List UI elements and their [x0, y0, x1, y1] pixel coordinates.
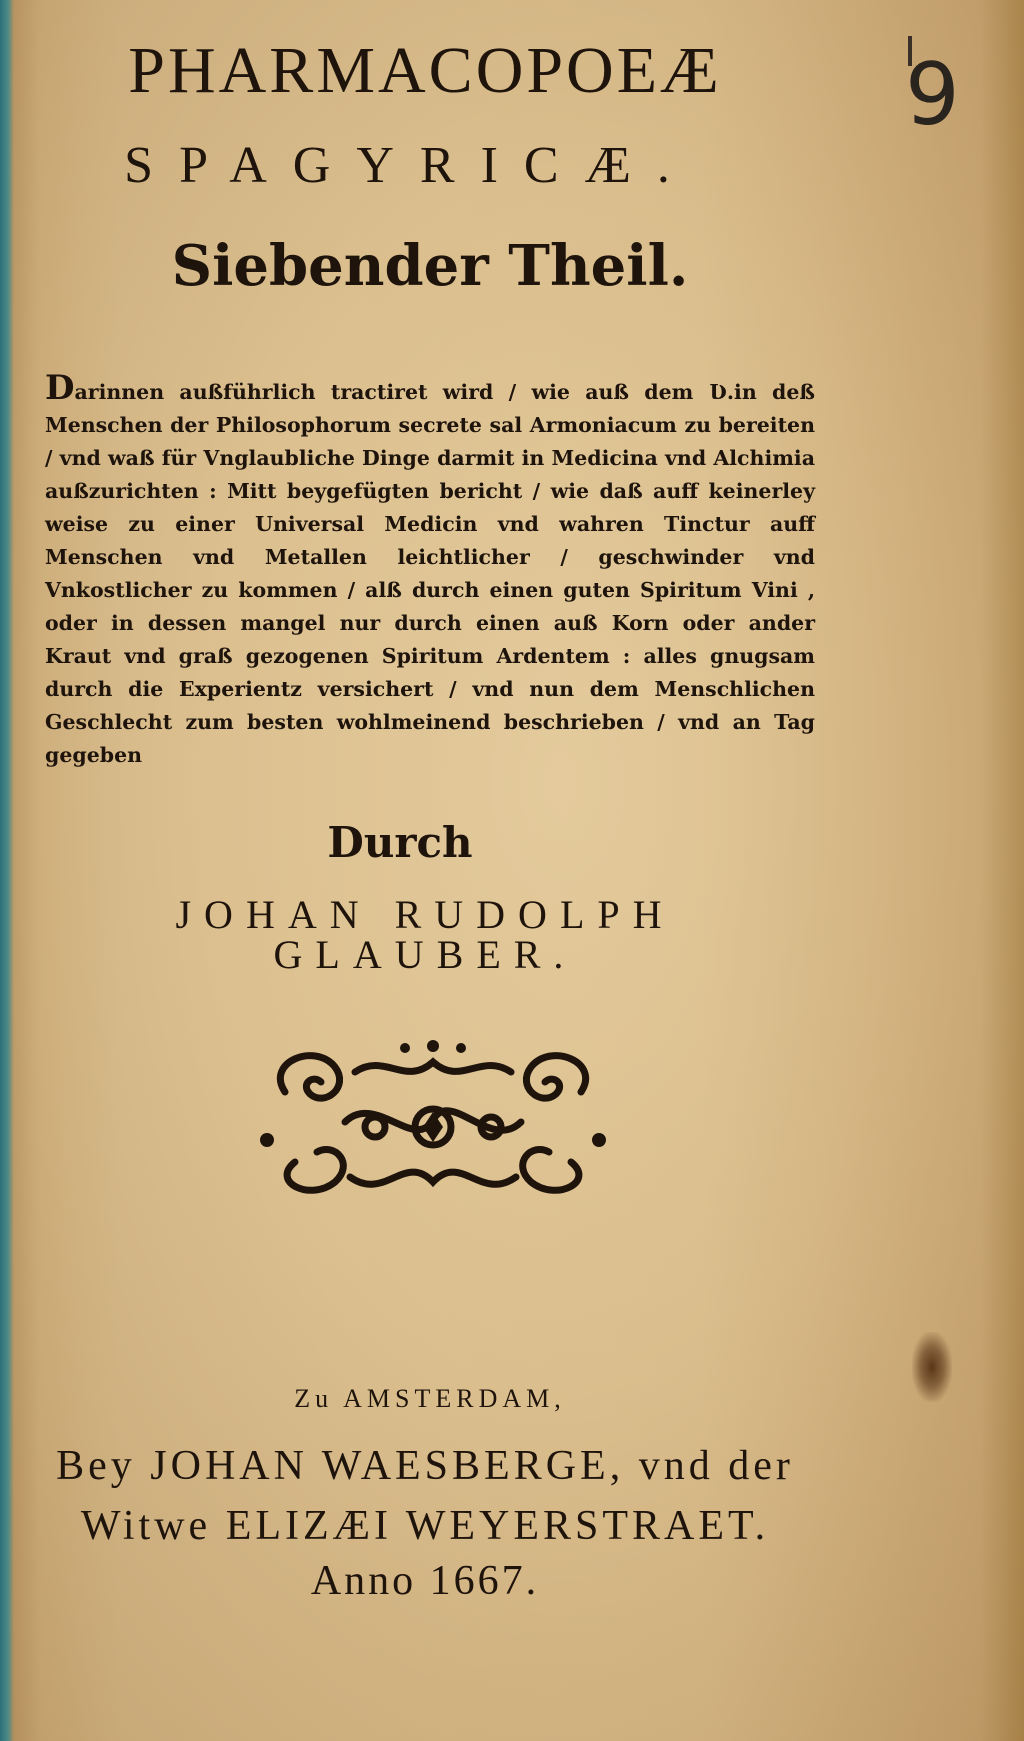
imprint-city: Zu AMSTERDAM,: [294, 1384, 566, 1413]
description-paragraph: Darinnen außführlich tractiret wird / wie auß dem Ʋ.in deß Menschen der Philosophorum secrete sal Armoniacum zu bereiten / vnd waß für Vnglaubliche Dinge darmit in Medicina vnd Alchimia außzurichten : Mitt beygefügten bericht / wie daß auff keinerley weise zu einer Universal Medicin vnd wahren Tinctur auff Menschen vnd Metallen leichtlicher / geschwinder vnd Vnkostlicher zu kommen / alß durch einen guten Spiritum Vini , oder in dessen mangel nur durch einen auß Korn oder ander Kraut vnd graß gezogenen Spiritum Ardentem : alles gnugsam durch die Experientz versichert / vnd nun dem Menschlichen Geschlecht zum besten wohlmeinend beschrieben / vnd an Tag gegeben: [45, 368, 815, 767]
page-number: 9: [905, 45, 960, 145]
printers-ornament: [255, 1032, 611, 1208]
paper-stain: [912, 1332, 952, 1402]
part-heading: Siebender Theil.: [171, 233, 689, 299]
author-name: JOHAN RUDOLPH GLAUBER.: [175, 892, 675, 977]
binding-edge: [0, 0, 14, 1741]
title-line-1: PHARMACOPOEÆ: [128, 34, 722, 107]
title-line-2: SPAGYRICÆ.: [124, 137, 696, 194]
imprint-publisher-line-1: Bey JOHAN WAESBERGE, vnd der: [56, 1443, 794, 1489]
imprint-publisher-line-2: Witwe ELIZÆI WEYERSTRAET.: [80, 1503, 770, 1549]
imprint-year: Anno 1667.: [310, 1558, 540, 1604]
by-line: Durch: [327, 818, 473, 867]
